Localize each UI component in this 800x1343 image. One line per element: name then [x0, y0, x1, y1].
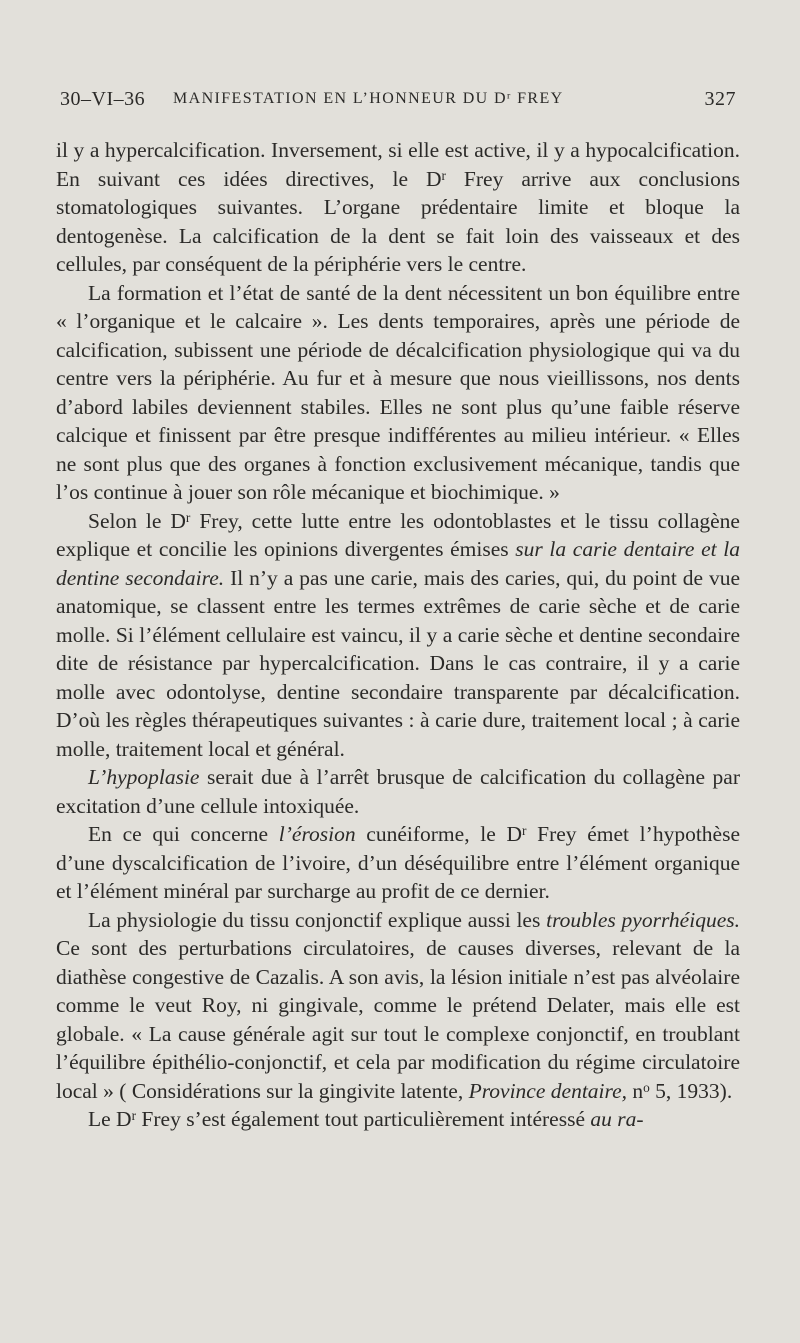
paragraph-3: Selon le $D^r$ Frey, cette lutte entre les odontoblastes et le tissu collagène explique et concilie les opinions divergentes émises sur la carie dentaire et la dentine secondaire. Il n’y a pas une carie, mais des caries, qui, du point de vue anatomique, se classent entre les termes extrêmes de carie sèche et de carie molle. Si l’élément cellulaire est vaincu, il y a carie sèche et dentine secondaire dite de résistance par hypercalcification. Dans le cas contraire, il y a carie molle avec odontolyse, dentine secondaire transparente par décalcification. D’où les règles thérapeutiques suivantes : à carie dure, traitement local ; à carie molle, traitement local et général.	[56, 508, 741, 761]
header-date: 30–VI–36	[60, 88, 146, 110]
paragraph-6: La physiologie du tissu conjonctif explique aussi les troubles pyorrhéiques. Ce sont des perturbations circulatoires, de causes diverses, relevant de la diathèse congestive de Cazalis. A son avis, la lésion initiale n’est pas alvéolaire comme le veut Roy, ni gingivale, comme le prétend Delater, mais elle est globale. « La cause générale agit sur tout le complexe conjonctif, en troublant l’équilibre épithélio-conjonctif, et cela par modification du régime circulatoire local » ( Considérations sur la gingivite latente, Province dentaire, $n^o$ 5, 1933).	[56, 907, 740, 1103]
paragraph-5: En ce qui concerne l’érosion cunéiforme, le $D^r$ Frey émet l’hypothèse d’une dyscalcification de l’ivoire, d’un déséquilibre entre l’élément organique et l’élément minéral par surcharge au profit de ce dernier.	[56, 822, 740, 903]
paragraph-2: La formation et l’état de santé de la dent nécessitent un bon équilibre entre « l’organique et le calcaire ». Les dents temporaires, après une période de calcification, subissent une période de décalcification physiologique qui va du centre vers la périphérie. Au fur et à mesure que nous vieillissons, nos dents d’abord labiles deviennent stabiles. Elles ne sont plus qu’une faible réserve calcique et finissent par être presque indifférentes au milieu intérieur. « Elles ne sont plus que des organes à fonction exclusivement mécanique, tandis que l’os continue à jouer son rôle mécanique et biochimique. »	[56, 280, 740, 504]
paragraph-1: il y a hypercalcification. Inversement, si elle est active, il y a hypocalcification. En suivant ces idées directives, le $D^r$ Frey arrive aux conclusions stomatologiques suivantes. L’organe prédentaire limite et bloque la dentogenèse. La calcification de la dent se fait loin des vaisseaux et des cellules, par conséquent de la périphérie vers le centre.	[56, 138, 740, 276]
running-header	[60, 88, 736, 118]
paragraph-7: Le $D^r$ Frey s’est également tout particulièrement intéressé au ra-	[88, 1107, 644, 1131]
header-title: MANIFESTATION EN L’HONNEUR DU $D^r$ FREY	[173, 90, 564, 107]
body-text	[56, 136, 740, 1134]
paragraph-4: L’hypoplasie serait due à l’arrêt brusque de calcification du collagène par excitation d’une cellule intoxiquée.	[56, 765, 740, 818]
page-number: 327	[704, 88, 736, 110]
